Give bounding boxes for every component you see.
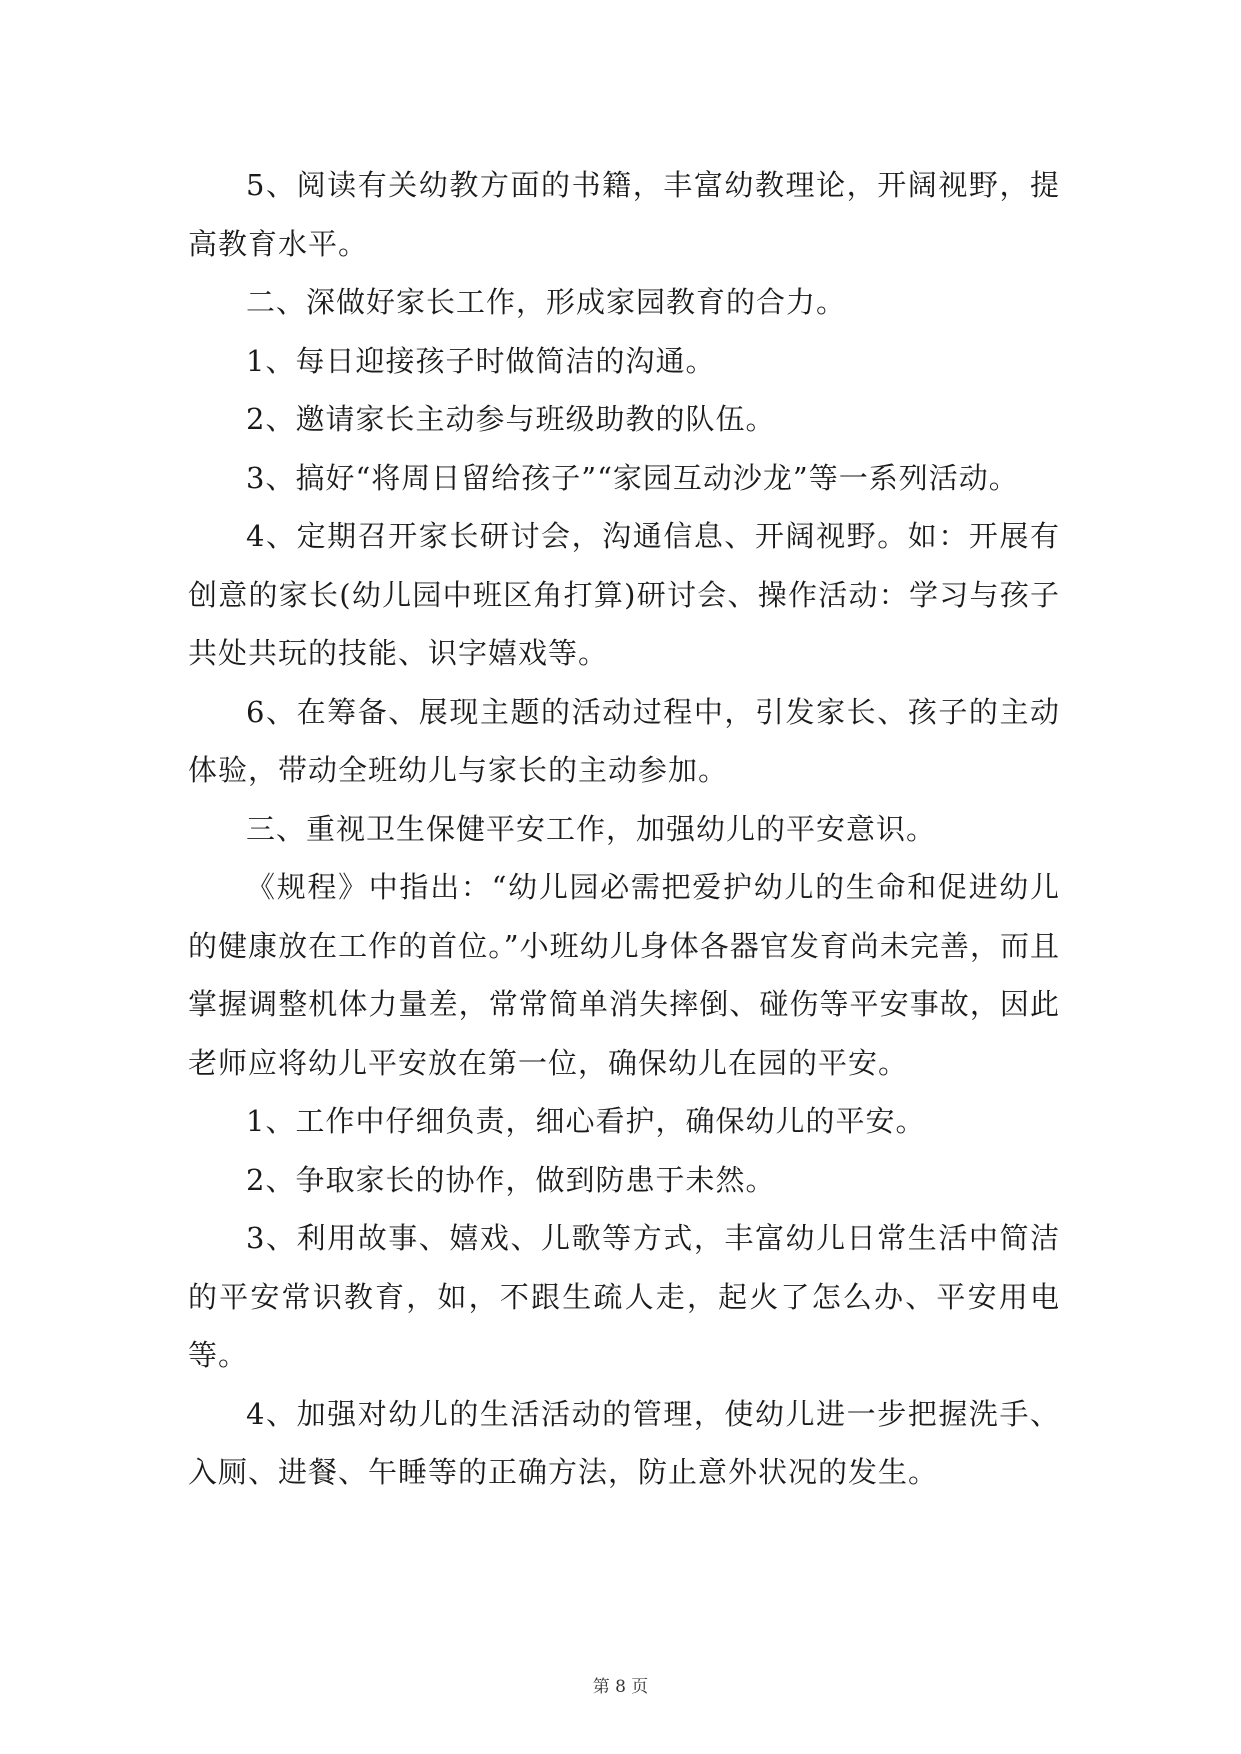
paragraph: 2、邀请家长主动参与班级助教的队伍。	[246, 402, 776, 436]
paragraph: 1、每日迎接孩子时做简洁的沟通。	[246, 343, 716, 378]
paragraph: 《规程》中指出：“幼儿园必需把爱护幼儿的生命和促进幼儿的健康放在工作的首位。”小班幼儿身体各器官发育尚未完善，而且掌握调整机体力量差，常常简单消失摔倒、碰伤等平安事故，因此老师应将幼儿平安放在第一位，确保幼儿在园的平安。	[188, 870, 1060, 1080]
paragraph: 6、在筹备、展现主题的活动过程中，引发家长、孩子的主动体验，带动全班幼儿与家长的主动参加。	[188, 694, 1060, 787]
paragraph: 4、定期召开家长研讨会，沟通信息、开阔视野。如：开展有创意的家长(幼儿园中班区角打算)研讨会、操作活动：学习与孩子共处共玩的技能、识字嬉戏等。	[188, 519, 1060, 670]
document-body	[188, 156, 1060, 1502]
paragraph: 3、利用故事、嬉戏、儿歌等方式，丰富幼儿日常生活中简洁的平安常识教育，如，不跟生疏人走，起火了怎么办、平安用电等。	[188, 1221, 1060, 1372]
paragraph: 5、阅读有关幼教方面的书籍，丰富幼教理论，开阔视野，提高教育水平。	[188, 168, 1060, 261]
section-heading: 二、深做好家长工作，形成家园教育的合力。	[246, 285, 847, 319]
paragraph: 4、加强对幼儿的生活活动的管理，使幼儿进一步把握洗手、入厕、进餐、午睡等的正确方法，防止意外状况的发生。	[188, 1396, 1060, 1489]
paragraph: 2、争取家长的协作，做到防患于未然。	[246, 1162, 776, 1197]
section-heading: 三、重视卫生保健平安工作，加强幼儿的平安意识。	[246, 811, 937, 846]
paragraph: 1、工作中仔细负责，细心看护，确保幼儿的平安。	[246, 1104, 926, 1138]
paragraph: 3、搞好“将周日留给孩子”“家园互动沙龙”等一系列活动。	[246, 460, 1019, 495]
page-number: 第 8 页	[592, 1677, 649, 1697]
